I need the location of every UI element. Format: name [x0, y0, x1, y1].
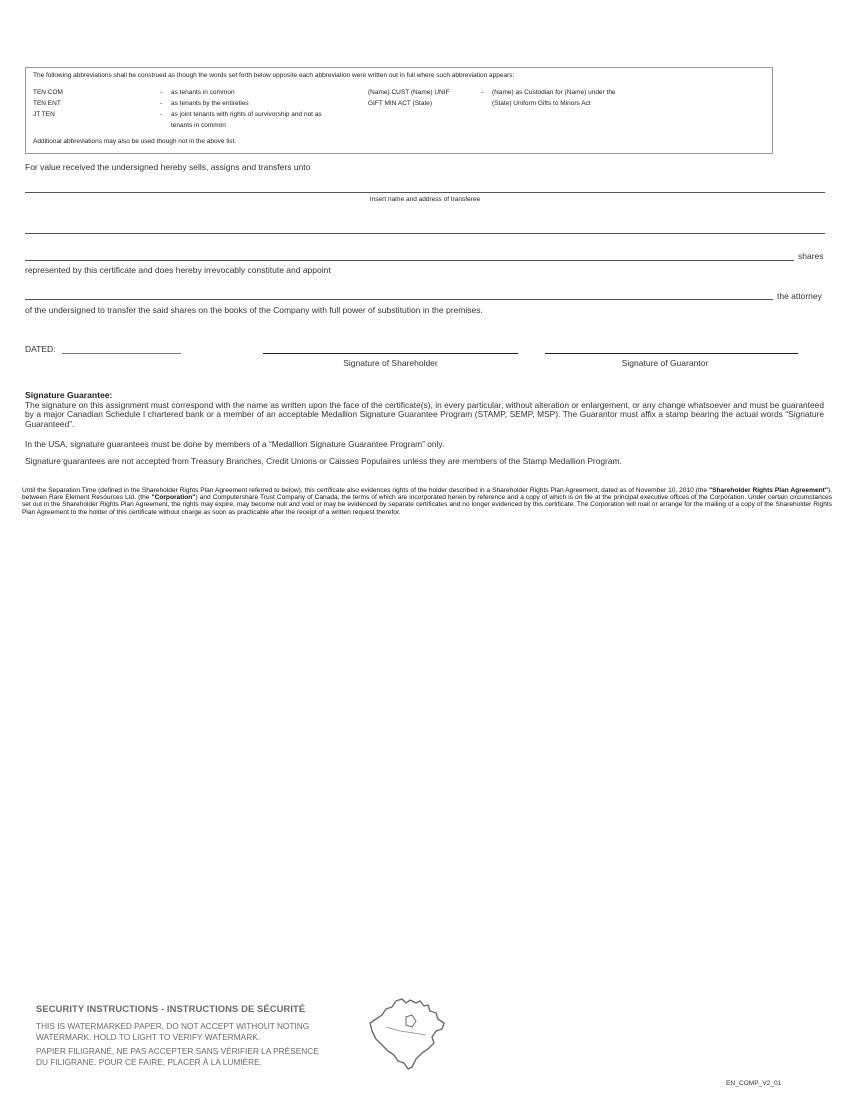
security-french [36, 1046, 319, 1067]
shares-count-line[interactable] [25, 260, 794, 261]
transferee-name-line[interactable] [25, 192, 825, 193]
abbreviations-box [25, 67, 773, 154]
abbreviations-intro: The following abbreviations shall be construed as though the words set forth below opposite each abbreviation were written out in full where such abbreviation appears: [33, 72, 515, 79]
security-english-line-1: THIS IS WATERMARKED PAPER, DO NOT ACCEPT WITHOUT NOTING [36, 1021, 310, 1031]
guarantor-signature-label: Signature of Guarantor [621, 358, 709, 368]
form-code: EN_COMP_V2_01 [726, 1080, 782, 1087]
abbr-code-unif: (Name) CUST (Name) UNIF [368, 89, 450, 96]
rights-plan-legend [22, 487, 832, 516]
transferee-address-line[interactable] [25, 233, 825, 234]
security-french-line-1: PAPIER FILIGRANÉ, NE PAS ACCEPTER SANS VÉRIFIER LA PRÉSENCE [36, 1046, 319, 1056]
security-title: SECURITY INSTRUCTIONS - INSTRUCTIONS DE SÉCURITÉ [36, 1003, 306, 1014]
abbr-meaning-ten-ent: as tenants by the entireties [171, 100, 249, 107]
north-america-map-icon [366, 997, 448, 1072]
shareholder-signature-line[interactable] [263, 353, 518, 354]
security-english-line-2: WATERMARK. HOLD TO LIGHT TO VERIFY WATERMARK. [36, 1031, 261, 1042]
guarantor-signature-line[interactable] [545, 353, 798, 354]
abbr-dash: - [160, 89, 163, 96]
attorney-name-line[interactable] [25, 299, 773, 300]
guarantee-paragraph-2: In the USA, signature guarantees must be done by members of a “Medallion Signature Guarantee Program” only. [25, 439, 445, 449]
attorney-label: the attorney [777, 291, 822, 301]
abbr-code-jt-ten: JT TEN [33, 111, 55, 118]
guarantee-heading: Signature Guarantee: [25, 390, 113, 400]
rights-plan-term-agreement: "Shareholder Rights Plan Agreement" [708, 487, 828, 494]
substitution-text: of the undersigned to transfer the said shares on the books of the Company with full power of substitution in the premises. [25, 305, 483, 315]
abbr-meaning-unif: (Name) as Custodian for (Name) under the [492, 89, 616, 96]
guarantee-paragraph-3: Signature guarantees are not accepted from Treasury Branches, Credit Unions or Caisses Populaires unless they are members of the Stamp Medallion Program. [25, 456, 622, 466]
abbr-code-ten-ent: TEN ENT [33, 100, 61, 107]
abbr-meaning-gift-min: (State) Uniform Gifts to Minors Act [492, 100, 591, 107]
abbr-meaning-jt-ten: as joint tenants with rights of survivorship and not as [171, 111, 322, 118]
rights-plan-term-corporation: "Corporation" [151, 494, 196, 502]
shareholder-signature-label: Signature of Shareholder [343, 358, 438, 368]
abbr-dash: - [481, 89, 484, 96]
abbr-code-ten-com: TEN COM [33, 89, 63, 96]
represented-text: represented by this certificate and does hereby irrevocably constitute and appoint [25, 265, 331, 275]
rights-plan-text-1: Until the Separation Time (defined in the Shareholder Rights Plan Agreement referred to below), this certificate also evidences rights of the holder described in a Shareholder Rights Plan Agreement, dated as of November 10, 2010 (the [22, 487, 709, 494]
dated-label: DATED: [25, 344, 56, 354]
abbreviations-footer: Additional abbreviations may also be used though not in the above list. [33, 138, 237, 145]
abbr-meaning-ten-com: as tenants in common [171, 89, 235, 96]
guarantee-paragraph-1: The signature on this assignment must correspond with the name as written upon the face of the certificate(s), in every particular, without alteration or enlargement, or any change whatsoever and must be guaranteed by a major Canadian Schedule I chartered bank or a member of an acceptable Medallion Signature Guarantee Program (STAMP, SEMP, MSP). The Guarantor must affix a stamp bearing the actual words “Signature Guaranteed”. [25, 400, 824, 429]
rights-plan-text-3: ) and Computershare Trust Company of Canada, the terms of which are incorporated herein by reference and a copy of which is on file at the principal executive offices of the Corporation. Under certain circumstances set out in the Shareholder Rights Plan Agreement, the rights may expire, may become null and void or may be evidenced by separate certificates and no longer evidenced by this certificate. The Corporation will mail or arrange for the mailing of a copy of the Shareholder Rights Plan Agreement to the holder of this certificate without charge as soon as practicable after the receipt of a written request therefor. [22, 494, 832, 516]
transferee-label: Insert name and address of transferee [369, 196, 481, 203]
rights-plan-text-2: ), between Rare Element Resources Ltd. (the [22, 487, 833, 502]
security-english [36, 1021, 309, 1042]
date-line[interactable] [62, 353, 181, 354]
abbr-dash: - [160, 111, 163, 118]
shares-label: shares [798, 251, 824, 261]
abbr-meaning-jt-ten-cont: tenants in common [171, 122, 226, 129]
transfer-intro: For value received the undersigned hereby sells, assigns and transfers unto [25, 162, 311, 172]
security-french-line-2: DU FILIGRANE. POUR CE FAIRE, PLACER À LA LUMIÈRE. [36, 1056, 262, 1067]
abbr-dash: - [160, 100, 163, 107]
abbr-code-gift-min: GIFT MIN ACT (State) [368, 100, 433, 107]
